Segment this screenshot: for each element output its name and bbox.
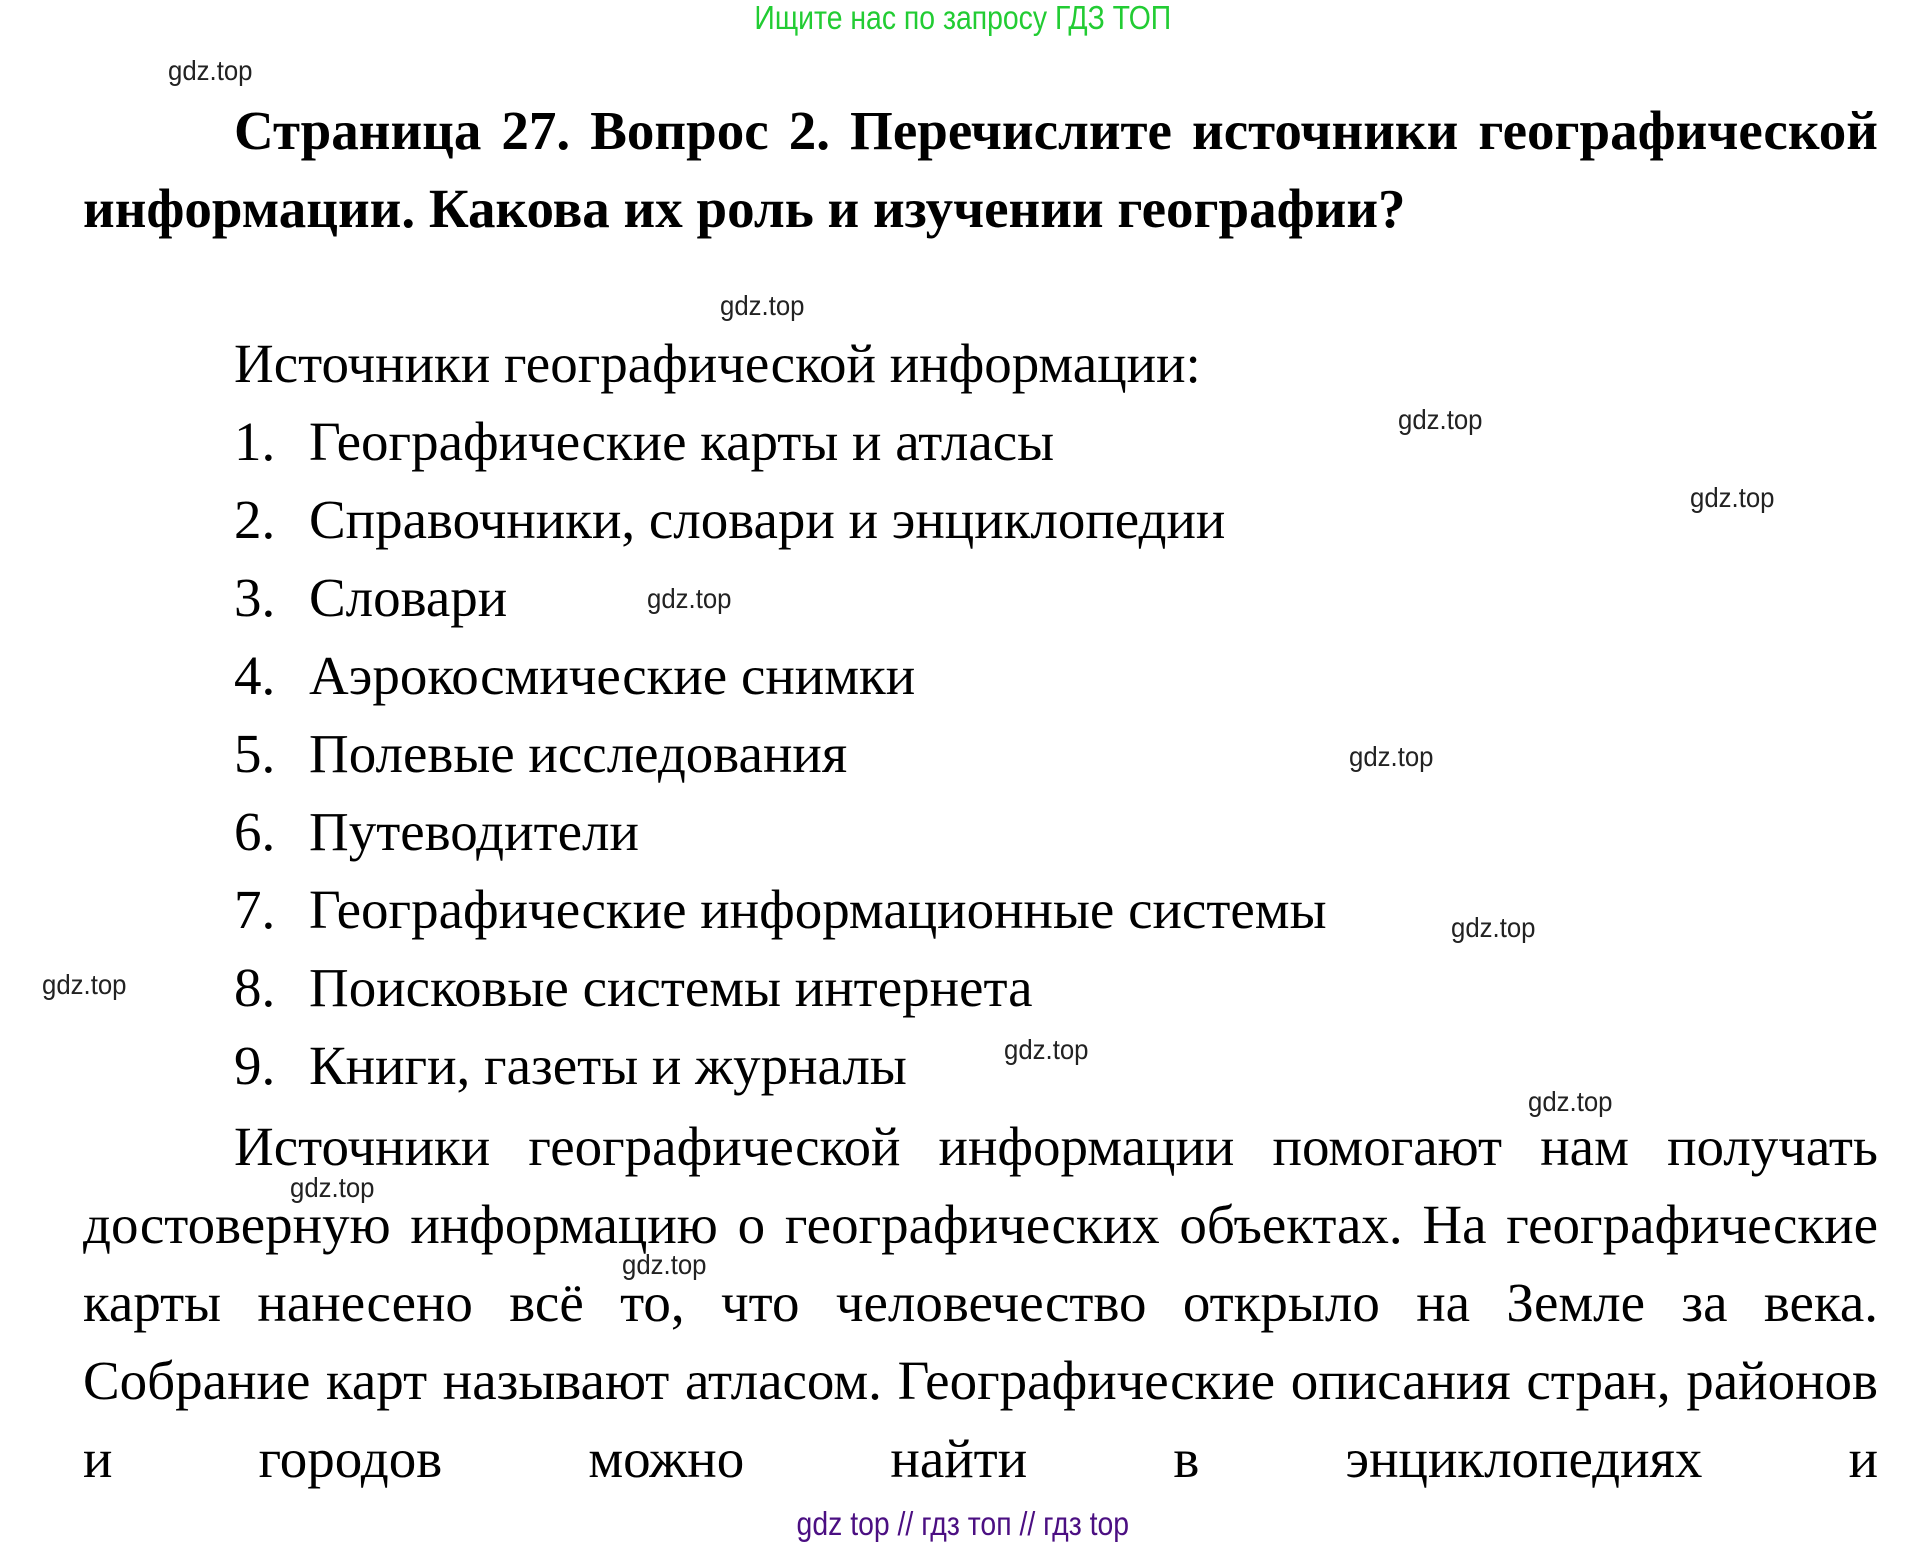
item-label: Географические информационные системы [309,879,1327,940]
item-number: 9. [234,1035,276,1096]
watermark: gdz.top [1398,404,1483,435]
item-number: 3. [234,567,276,628]
footer-watermark: gdz top // гдз топ // гдз top [796,1505,1130,1542]
item-number: 2. [234,489,276,550]
item-label: Книги, газеты и журналы [309,1035,907,1096]
item-number: 8. [234,957,276,1018]
item-number: 4. [234,645,276,706]
watermark: gdz.top [720,290,805,321]
item-number: 5. [234,723,276,784]
watermark: gdz.top [1451,912,1536,943]
watermark: gdz.top [168,55,253,86]
watermark: gdz.top [622,1249,707,1280]
item-label: Путеводители [309,801,639,862]
watermark: gdz.top [1004,1034,1089,1065]
item-number: 6. [234,801,276,862]
item-label: Географические карты и атласы [309,411,1055,472]
watermark: gdz.top [42,969,127,1000]
search-banner: Ищите нас по запросу ГДЗ ТОП [754,0,1172,36]
sources-intro: Источники географической информации: [234,333,1201,394]
item-label: Аэрокосмические снимки [309,645,916,706]
watermark: gdz.top [1349,741,1434,772]
watermark: gdz.top [1690,482,1775,513]
item-label: Полевые исследования [309,723,848,784]
item-number: 7. [234,879,276,940]
watermark: gdz.top [290,1172,375,1203]
item-label: Поисковые системы интернета [309,957,1033,1018]
answer-paragraph: Источники географической информации помогают нам получать достоверную информацию о географических объектах. На географические карты нанесено всё то, что человечество открыло на Земле за века. Собрание карт называют атласом. Географические описания стран, районов и городов можно найти в энциклопедиях и [83,1116,1878,1489]
item-number: 1. [234,411,276,472]
item-label: Справочники, словари и энциклопедии [309,489,1226,550]
question-heading: Страница 27. Вопрос 2. Перечислите источники географической информации. Какова их роль и изучении географии? [83,100,1878,239]
watermark: gdz.top [647,583,732,614]
watermark: gdz.top [1528,1086,1613,1117]
item-label: Словари [309,567,508,628]
